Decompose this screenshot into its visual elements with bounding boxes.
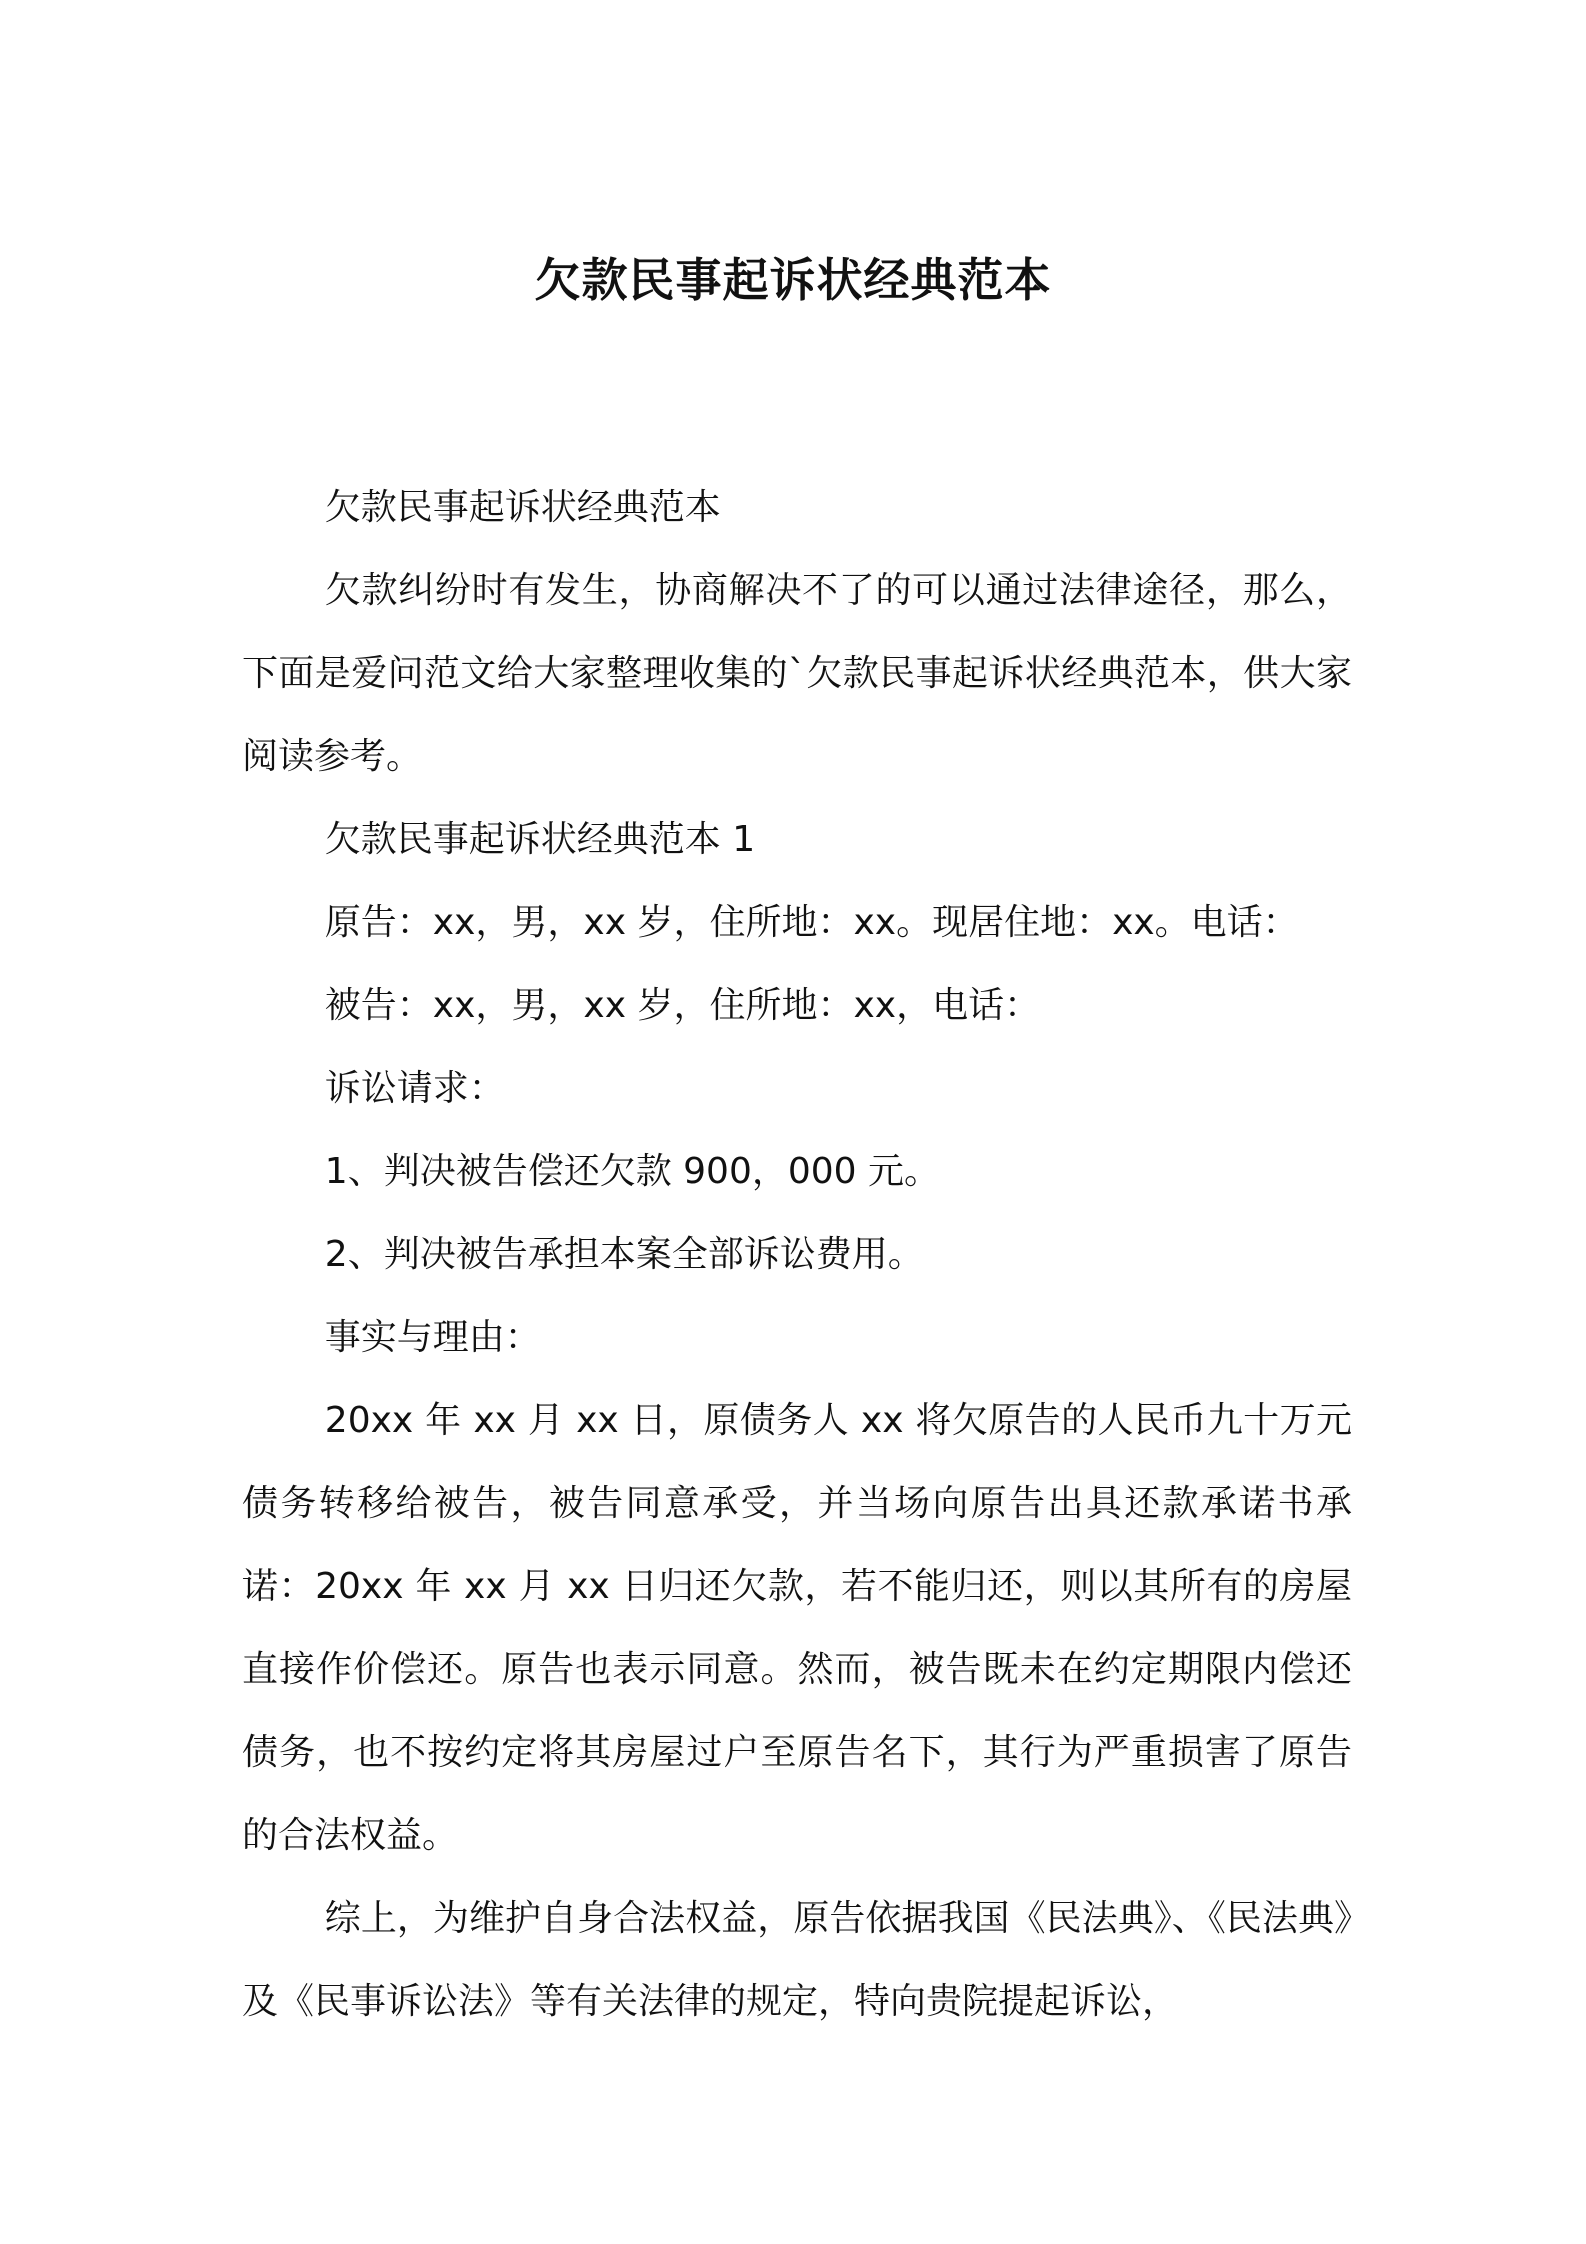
document-body	[242, 466, 1352, 2043]
paragraph-claim-2: 2、判决被告承担本案全部诉讼费用。	[324, 1234, 924, 1275]
paragraph-facts-heading: 事实与理由：	[324, 1317, 541, 1358]
paragraph-plaintiff: 原告：xx，男，xx 岁，住所地：xx。现居住地：xx。电话：	[324, 902, 1299, 943]
paragraph-subtitle: 欠款民事起诉状经典范本	[324, 487, 721, 528]
paragraph-claim-1: 1、判决被告偿还欠款 900，000 元。	[324, 1151, 941, 1192]
paragraph-intro: 欠款纠纷时有发生，协商解决不了的可以通过法律途径，那么，下面是爱问范文给大家整理收集的`欠款民事起诉状经典范本，供大家阅读参考。	[242, 570, 1352, 777]
paragraph-claims-heading: 诉讼请求：	[324, 1068, 505, 1109]
paragraph-sample-heading: 欠款民事起诉状经典范本 1	[324, 819, 756, 860]
paragraph-facts: 20xx 年 xx 月 xx 日，原债务人 xx 将欠原告的人民币九十万元债务转移给被告，被告同意承受，并当场向原告出具还款承诺书承诺：20xx 年 xx 月 xx 日归还欠款，若不能归还，则以其所有的房屋直接作价偿还。原告也表示同意。然而，被告既未在约定期限内偿还债务，也不按约定将其房屋过户至原告名下，其行为严重损害了原告的合法权益。	[242, 1400, 1352, 1856]
paragraph-defendant: 被告：xx，男，xx 岁，住所地：xx，电话：	[324, 985, 1041, 1026]
paragraph-conclusion: 综上，为维护自身合法权益，原告依据我国《民法典》、《民法典》及《民事诉讼法》等有关法律的规定，特向贵院提起诉讼，	[242, 1898, 1352, 2022]
document-title: 欠款民事起诉状经典范本	[534, 253, 1052, 307]
